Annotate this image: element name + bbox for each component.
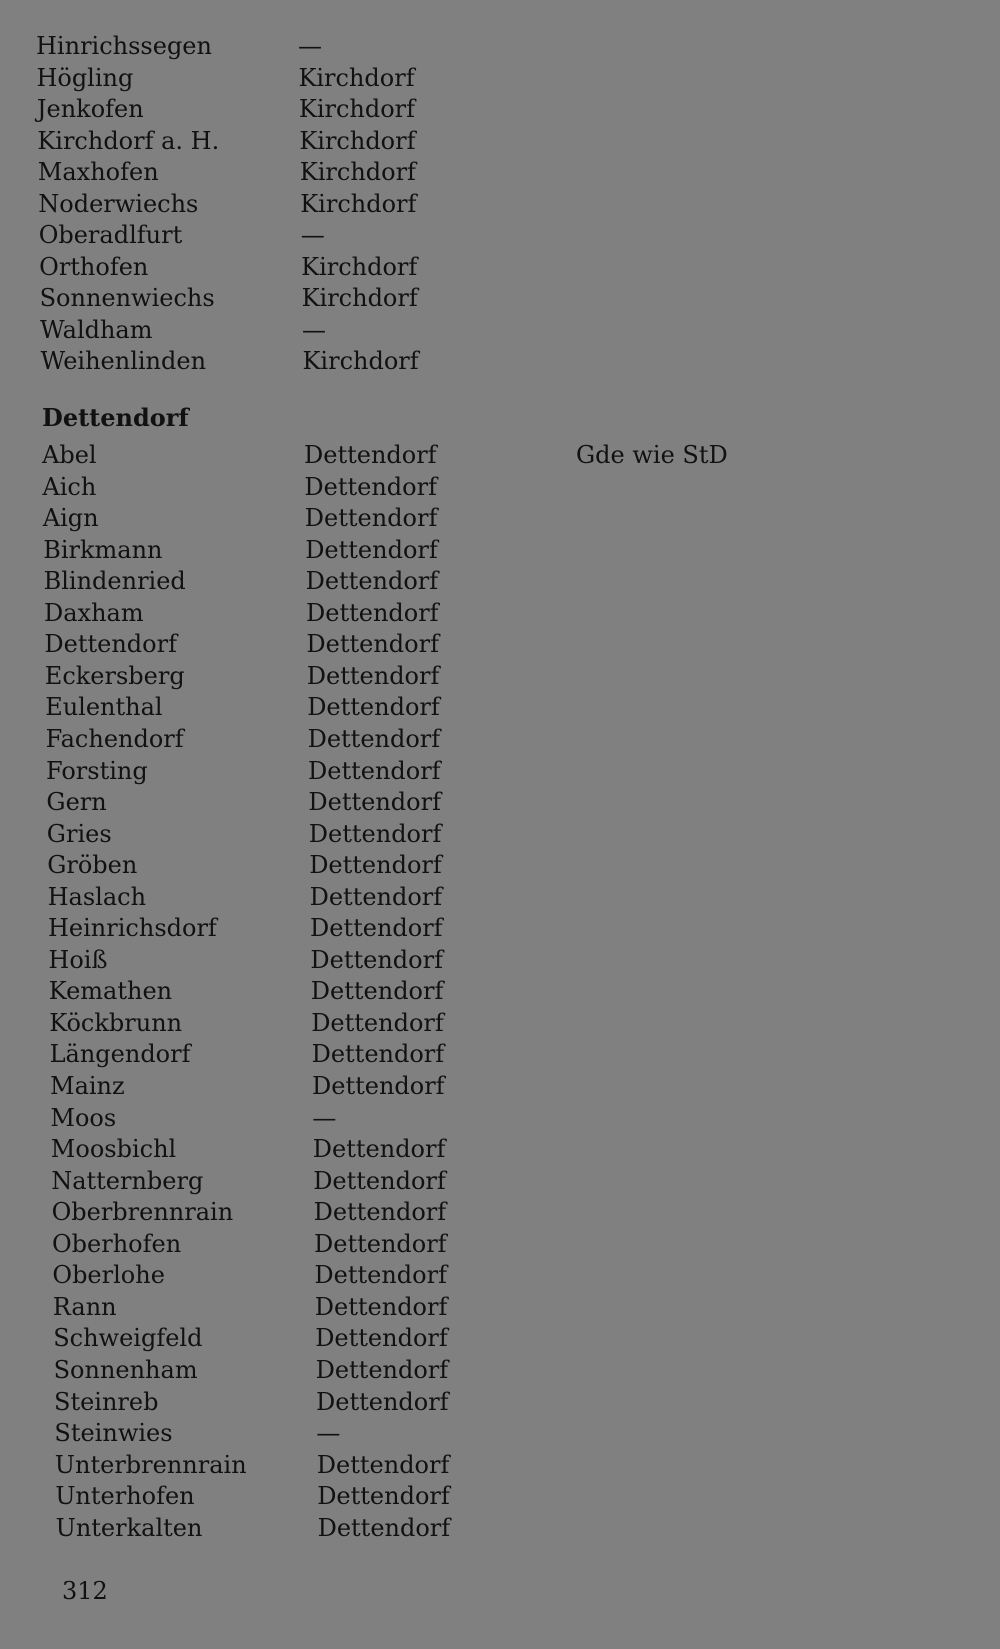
parish-name: Dettendorf [315,1355,449,1384]
parish-name: Kirchdorf [299,126,416,155]
place-name: Blindenried [43,567,186,596]
parish-name: — [302,315,327,344]
place-name: Weihenlinden [40,347,207,375]
parish-name: Kirchdorf [300,189,417,218]
parish-name: Kirchdorf [298,95,416,123]
parish-name: Dettendorf [313,1198,447,1227]
place-name: Heinrichsdorf [48,914,217,943]
parish-name: Dettendorf [305,535,438,564]
remark: Gde wie StD [576,441,728,469]
parish-name: Kirchdorf [299,158,416,186]
parish-name: Dettendorf [304,472,437,501]
place-name: Gröben [47,851,138,880]
place-name: Unterhofen [55,1482,195,1511]
parish-name: Dettendorf [312,1135,446,1164]
parish-name: Dettendorf [311,1008,444,1037]
place-name: Oberbrennrain [51,1198,234,1227]
parish-name: — [300,221,325,249]
place-name: Moosbichl [50,1135,177,1164]
parish-name: Kirchdorf [301,252,418,281]
place-name: Unterbrennrain [54,1450,247,1479]
place-name: Kemathen [48,977,173,1006]
place-name: Sonnenham [53,1355,198,1384]
place-name: Aich [42,472,97,501]
parish-name: — [312,1103,337,1132]
place-name: Daxham [44,598,144,627]
place-name: Forsting [46,756,148,785]
place-name: Rann [52,1292,117,1321]
place-name: Gries [46,819,112,848]
place-name: Högling [36,63,134,92]
place-name: Gern [46,788,107,817]
place-name: Köckbrunn [49,1008,183,1037]
parish-name: Dettendorf [314,1229,447,1258]
parish-name: Dettendorf [306,630,439,659]
parish-name: Dettendorf [311,1040,445,1069]
parish-name: Dettendorf [317,1482,450,1511]
place-name: Dettendorf [44,630,177,659]
parish-name: Dettendorf [306,598,439,627]
parish-name: Dettendorf [305,567,439,596]
place-name: Mainz [50,1072,125,1100]
parish-name: Kirchdorf [298,63,415,92]
parish-name: Dettendorf [309,882,443,911]
parish-name: Dettendorf [315,1324,448,1353]
parish-name: Dettendorf [310,945,443,974]
place-name: Längendorf [49,1040,191,1069]
parish-name: Dettendorf [308,819,442,848]
place-name: Birkmann [43,535,163,564]
place-name: Eulenthal [45,693,163,722]
parish-name: Dettendorf [304,441,437,469]
parish-name: Dettendorf [316,1387,449,1416]
parish-name: Dettendorf [314,1261,447,1290]
parish-name: Dettendorf [317,1513,451,1542]
parish-name: Dettendorf [307,693,440,722]
parish-name: Dettendorf [309,851,442,880]
place-name: Natternberg [51,1166,204,1195]
place-name: Moos [50,1103,117,1132]
place-name: Steinreb [54,1387,159,1416]
place-name: Oberlohe [52,1261,165,1290]
parish-name: Dettendorf [308,756,441,785]
place-name: Noderwiechs [38,189,199,218]
parish-name: Dettendorf [306,661,440,690]
parish-name: Dettendorf [307,724,441,753]
place-name: Waldham [40,315,153,344]
place-name: Hoiß [48,945,108,974]
place-name: Aign [42,504,99,533]
place-name: Steinwies [54,1419,173,1448]
place-name: Unterkalten [55,1513,203,1542]
parish-name: Dettendorf [304,504,438,533]
parish-name: Dettendorf [310,914,443,943]
parish-name: Kirchdorf [302,347,419,375]
place-name: Jenkofen [36,95,144,123]
parish-name: — [298,32,322,60]
parish-name: Dettendorf [314,1292,448,1321]
parish-name: Dettendorf [313,1166,446,1195]
place-name: Orthofen [39,252,149,281]
place-name: Oberadlfurt [38,221,183,249]
section-heading: Dettendorf [42,403,189,432]
place-name: Maxhofen [37,158,159,186]
place-name: Abel [42,441,97,469]
parish-name: Kirchdorf [301,284,418,312]
place-name: Kirchdorf a. H. [37,126,220,155]
place-name: Schweigfeld [53,1324,203,1353]
place-name: Fachendorf [45,724,184,753]
place-name: Eckersberg [44,661,185,690]
page-number: 312 [62,1577,108,1605]
place-name: Hinrichssegen [36,32,212,60]
parish-name: Dettendorf [316,1450,450,1479]
place-name: Haslach [47,882,147,911]
parish-name: — [316,1419,341,1448]
parish-name: Dettendorf [308,788,441,817]
parish-name: Dettendorf [312,1072,445,1100]
parish-name: Dettendorf [310,977,444,1006]
place-name: Oberhofen [52,1229,182,1258]
place-name: Sonnenwiechs [39,284,215,312]
